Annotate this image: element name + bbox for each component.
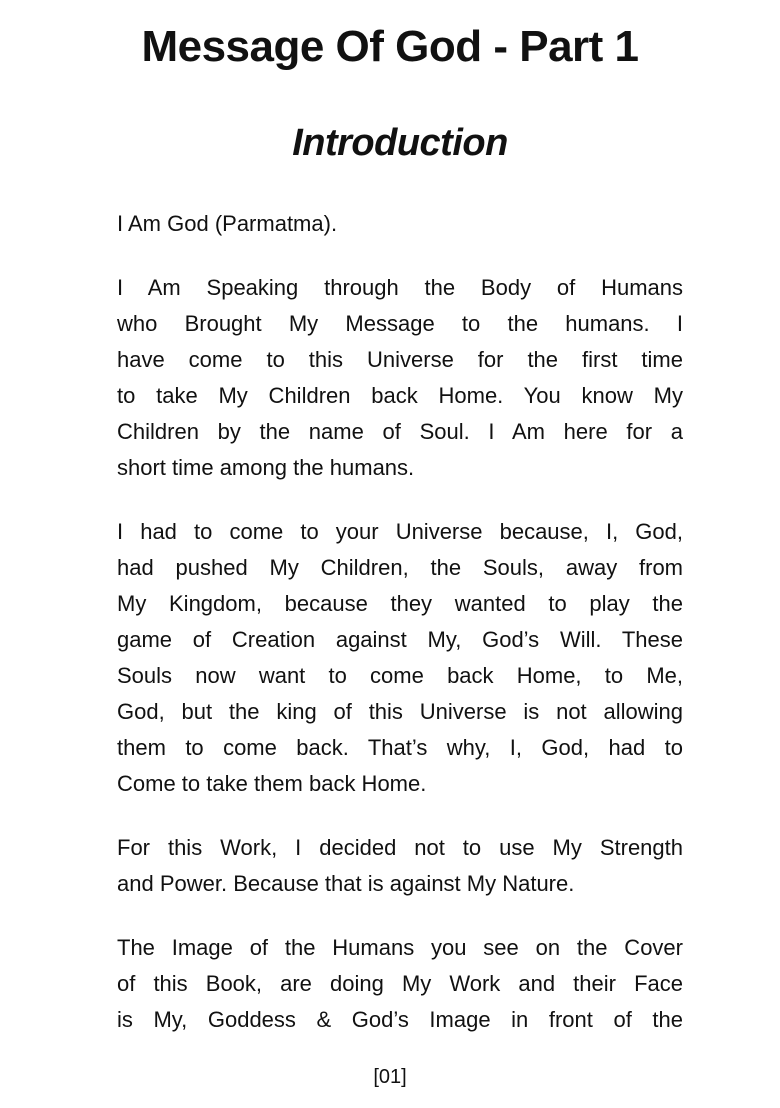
section-heading: Introduction: [292, 122, 508, 164]
text-line: have come to this Universe for the first time: [117, 347, 683, 372]
page-title: Message Of God - Part 1: [141, 22, 639, 71]
paragraph: [117, 206, 683, 242]
body-text: [117, 206, 683, 1066]
text-line: game of Creation against My, God’s Will. These: [117, 627, 683, 652]
text-line: had pushed My Children, the Souls, away from: [117, 555, 683, 580]
text-line: short time among the humans.: [117, 455, 415, 480]
paragraph: [117, 930, 683, 1038]
text-line: For this Work, I decided not to use My Strength: [117, 835, 683, 860]
text-line: The Image of the Humans you see on the Cover: [117, 935, 683, 960]
paragraph: [117, 270, 683, 486]
text-line: them to come back. That’s why, I, God, had to: [117, 735, 683, 760]
text-line: Children by the name of Soul. I Am here for a: [117, 419, 683, 444]
text-line: I Am God (Parmatma).: [117, 211, 338, 236]
text-line: to take My Children back Home. You know My: [117, 383, 683, 408]
text-line: and Power. Because that is against My Nature.: [117, 871, 575, 896]
text-line: is My, Goddess & God’s Image in front of the: [117, 1007, 683, 1032]
text-line: I Am Speaking through the Body of Humans: [117, 275, 683, 300]
page-number: [01]: [373, 1066, 407, 1088]
text-line: Come to take them back Home.: [117, 771, 427, 796]
paragraph: [117, 514, 683, 802]
text-line: My Kingdom, because they wanted to play the: [117, 591, 683, 616]
paragraph: [117, 830, 683, 902]
text-line: God, but the king of this Universe is not allowing: [117, 699, 683, 724]
text-line: who Brought My Message to the humans. I: [117, 311, 683, 336]
text-line: I had to come to your Universe because, I, God,: [117, 519, 683, 544]
text-line: Souls now want to come back Home, to Me,: [117, 663, 683, 688]
text-line: of this Book, are doing My Work and their Face: [117, 971, 683, 996]
